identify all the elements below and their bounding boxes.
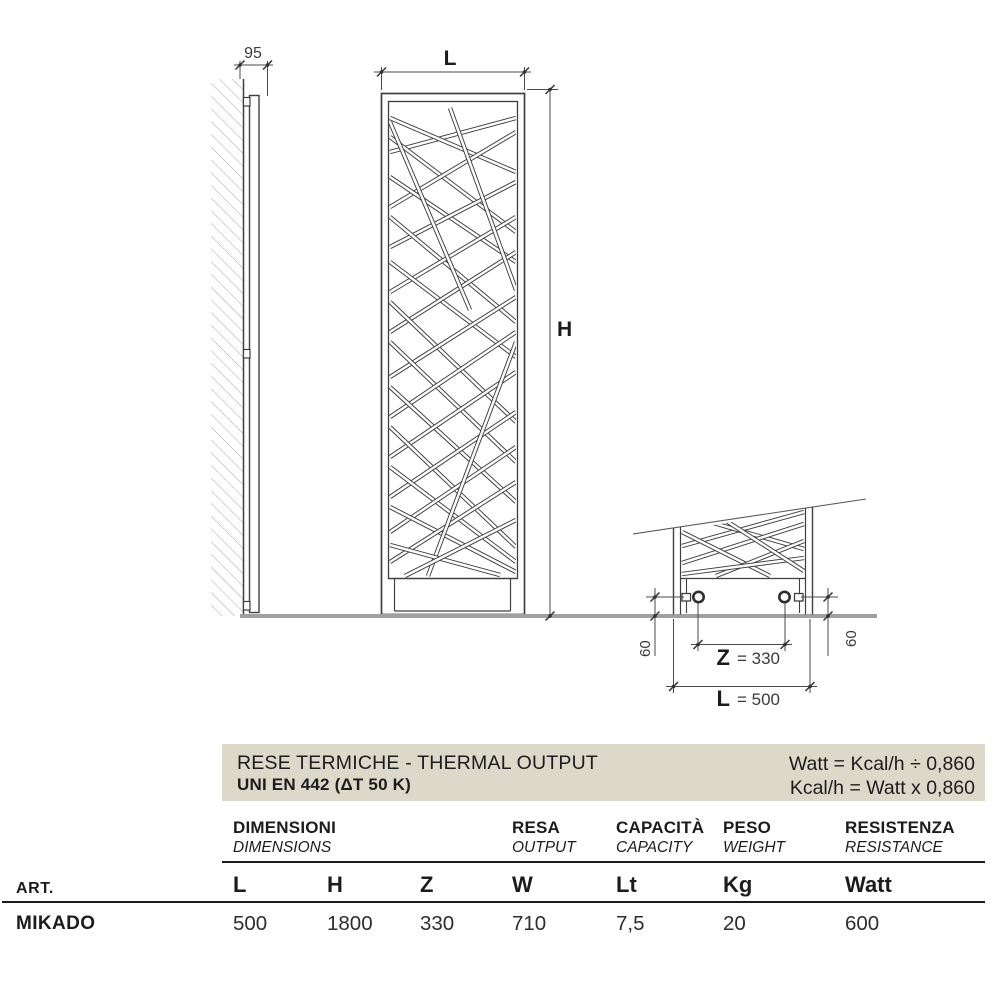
dimension-dot — [238, 63, 242, 67]
band-norm: UNI EN 442 (ΔT 50 K) — [237, 775, 411, 794]
group-dimensioni — [233, 819, 336, 856]
dim-z-value: = 330 — [737, 649, 781, 668]
group-label-en: RESISTANCE — [845, 839, 943, 856]
dimension-dot — [266, 63, 270, 67]
dimension-dot — [380, 70, 384, 74]
dim-offset-left-label: 60 — [637, 640, 654, 657]
band-formula-2: Kcal/h = Watt x 0,860 — [789, 777, 975, 799]
group-label-it: RESISTENZA — [845, 818, 955, 837]
value-l: 500 — [233, 912, 268, 935]
column-header-z: Z — [420, 872, 434, 897]
dimension-lines — [234, 61, 838, 694]
value-lt: 7,5 — [616, 912, 645, 935]
wall-bracket-middle — [244, 350, 251, 359]
dimension-dot — [548, 614, 552, 618]
column-header-lt: Lt — [616, 872, 637, 897]
dim-width-label: L — [443, 47, 457, 70]
wall-hatch — [211, 79, 244, 616]
dimension-dot — [696, 643, 700, 647]
dimension-dot — [523, 70, 527, 74]
dimension-ticks — [236, 61, 833, 692]
group-label-it: PESO — [723, 818, 772, 837]
dim-l-value: = 500 — [737, 690, 781, 709]
dimension-dot — [826, 595, 830, 599]
article-name: MIKADO — [16, 913, 96, 934]
dimension-dot — [826, 614, 830, 618]
dimension-dot — [783, 643, 787, 647]
table-header-rule — [2, 901, 985, 903]
valve-left — [693, 592, 703, 602]
group-label-it: DIMENSIONI — [233, 818, 337, 837]
detail-stick-pattern — [682, 504, 804, 576]
group-resistenza — [845, 819, 955, 856]
front-view — [382, 94, 525, 615]
thermal-output-band — [222, 744, 985, 801]
group-label-en: CAPACITY — [616, 839, 693, 856]
column-header-l: L — [233, 872, 247, 897]
band-formula-1: Watt = Kcal/h ÷ 0,860 — [788, 753, 975, 775]
valve-right — [779, 592, 789, 602]
dim-depth-label: 95 — [244, 45, 262, 62]
group-header-rule — [222, 861, 985, 863]
column-header-w: W — [512, 872, 533, 897]
dim-l-label: L — [716, 686, 730, 711]
group-label-en: WEIGHT — [723, 839, 785, 856]
column-header-h: H — [327, 872, 343, 897]
value-z: 330 — [420, 912, 455, 935]
dimension-dot — [672, 685, 676, 689]
band-title: RESE TERMICHE - THERMAL OUTPUT — [237, 752, 599, 774]
group-label-it: CAPACITÀ — [616, 818, 705, 837]
group-capacita — [616, 819, 704, 856]
dimension-dot — [548, 88, 552, 92]
dim-offset-right-label: 60 — [843, 630, 860, 647]
dim-z-label: Z — [716, 645, 730, 670]
side-view — [211, 79, 259, 617]
value-kg: 20 — [723, 912, 746, 935]
wall-bracket-top — [244, 98, 251, 107]
group-label-en: OUTPUT — [512, 839, 576, 856]
value-watt: 600 — [845, 912, 880, 935]
wall-bracket-bottom — [244, 602, 251, 611]
dimension-dot — [653, 614, 657, 618]
radiator-profile — [250, 96, 260, 613]
group-peso — [723, 819, 785, 856]
group-resa — [512, 819, 576, 856]
dimension-dot — [808, 685, 812, 689]
dimension-dot — [653, 595, 657, 599]
value-w: 710 — [512, 912, 547, 935]
dim-height-label: H — [557, 318, 573, 341]
value-h: 1800 — [327, 912, 373, 935]
group-label-en: DIMENSIONS — [233, 839, 332, 856]
column-header-art: ART. — [16, 880, 54, 897]
group-label-it: RESA — [512, 818, 561, 837]
column-header-kg: Kg — [723, 872, 753, 897]
column-header-watt: Watt — [845, 872, 892, 897]
